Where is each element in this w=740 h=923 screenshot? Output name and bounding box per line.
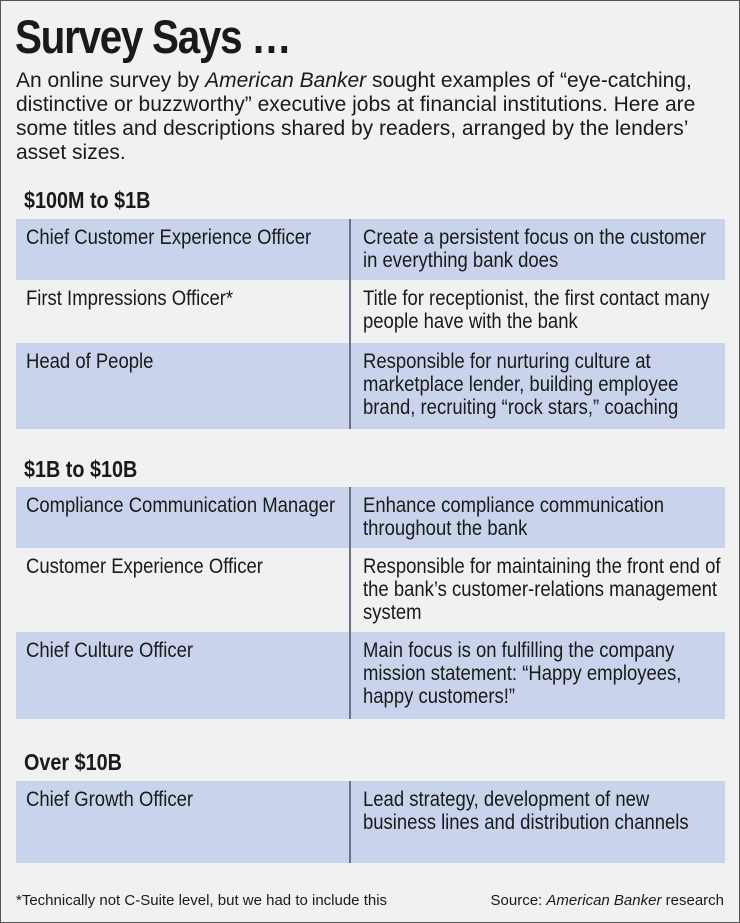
column-divider [349, 487, 351, 548]
footnote: *Technically not C-Suite level, but we had to include this [16, 892, 388, 909]
section-heading-over-10b: Over $10B [24, 749, 122, 775]
table-row [16, 548, 725, 632]
column-divider [349, 219, 351, 280]
job-description: Main focus is on fulfilling the company mission statement: “Happy employees, happy customers!” [363, 639, 682, 708]
section-heading-1b-10b: $1B to $10B [24, 456, 138, 482]
job-title: Chief Culture Officer [26, 639, 194, 662]
source-suffix: research [661, 892, 724, 909]
intro-part-1: An online survey by [16, 69, 206, 92]
job-title: Head of People [26, 350, 154, 373]
job-title: Chief Growth Officer [26, 788, 194, 811]
table-row [16, 280, 725, 343]
column-divider [349, 280, 351, 343]
job-title: Customer Experience Officer [26, 555, 263, 578]
column-divider [349, 781, 351, 863]
source-credit [491, 892, 724, 909]
table-row [16, 487, 725, 548]
column-divider [349, 343, 351, 429]
column-divider [349, 548, 351, 632]
job-description: Responsible for maintaining the front end of the bank’s customer-relations management system [363, 555, 721, 624]
section-table-100m-1b [16, 219, 725, 429]
section-table-over-10b [16, 781, 725, 863]
job-title: Compliance Communication Manager [26, 494, 336, 517]
page-title: Survey Says … [15, 10, 291, 63]
source-prefix: Source: [490, 892, 547, 909]
intro-part-2: sought examples of “eye-catching, distinctive or buzzworthy” executive jobs at financial institutions. Here are some titles and descriptions shared by readers, arranged by the lenders’ asset sizes. [16, 69, 696, 164]
column-divider [349, 632, 351, 719]
job-description: Create a persistent focus on the customer in everything bank does [363, 226, 707, 272]
job-description: Enhance compliance communication throughout the bank [363, 494, 664, 540]
table-row [16, 781, 725, 863]
job-description: Lead strategy, development of new business lines and distribution channels [363, 788, 689, 834]
intro-publication-name: American Banker [205, 69, 367, 92]
table-row [16, 343, 725, 429]
source-publication-name: American Banker [546, 892, 662, 909]
table-row [16, 219, 725, 280]
job-description: Title for receptionist, the first contact many people have with the bank [363, 287, 710, 333]
job-title: First Impressions Officer* [26, 287, 234, 310]
table-row [16, 632, 725, 719]
job-description: Responsible for nurturing culture at marketplace lender, building employee brand, recruiting “rock stars,” coaching [363, 350, 679, 419]
section-heading-100m-1b: $100M to $1B [24, 187, 151, 213]
section-table-1b-10b [16, 487, 725, 719]
intro-text [16, 69, 726, 165]
job-title: Chief Customer Experience Officer [26, 226, 312, 249]
